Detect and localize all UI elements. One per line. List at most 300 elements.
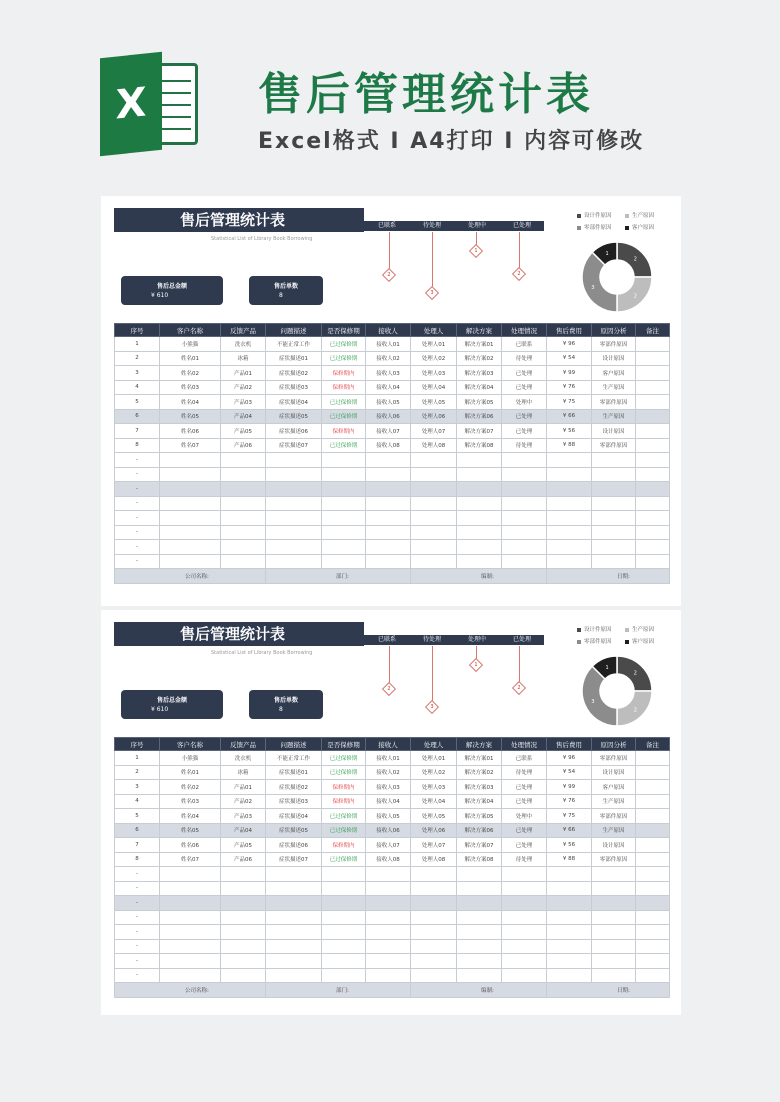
table-cell (160, 496, 221, 511)
table-cell: 1 (115, 751, 160, 766)
total-amount-card (121, 276, 223, 305)
reason-donut-chart (580, 654, 654, 728)
footer-date-label: 日期: (547, 983, 670, 998)
table-cell (592, 939, 636, 954)
table-row (115, 438, 670, 453)
table-row-empty (115, 954, 670, 969)
table-cell (636, 765, 670, 780)
table-cell: 姓名03 (160, 380, 221, 395)
table-cell (636, 482, 670, 497)
table-row-empty (115, 867, 670, 882)
table-cell (502, 939, 547, 954)
table-cell: 处理人08 (411, 852, 457, 867)
table-cell (547, 867, 592, 882)
table-cell: ¥ 56 (547, 424, 592, 439)
table-cell (322, 939, 366, 954)
table-cell (266, 453, 322, 468)
status-bar (364, 221, 544, 231)
status-bar (364, 635, 544, 645)
table-cell: ¥ 76 (547, 794, 592, 809)
table-cell: 姓名03 (160, 794, 221, 809)
footer-date-label: 日期: (547, 569, 670, 584)
table-cell (457, 867, 502, 882)
table-cell (411, 896, 457, 911)
table-cell (366, 881, 411, 896)
table-cell (502, 540, 547, 555)
column-header: 备注 (636, 738, 670, 751)
table-cell: 待处理 (502, 765, 547, 780)
table-cell: 处理人01 (411, 751, 457, 766)
table-cell: ¥ 76 (547, 380, 592, 395)
table-cell (457, 954, 502, 969)
table-cell: 姓名06 (160, 424, 221, 439)
table-cell (160, 540, 221, 555)
table-cell: 保修期内 (322, 424, 366, 439)
table-row (115, 838, 670, 853)
table-cell: 生产原因 (592, 794, 636, 809)
table-cell: 已过保修期 (322, 409, 366, 424)
status-label: 待处理 (423, 636, 442, 643)
column-header: 问题描述 (266, 738, 322, 751)
table-cell: - (115, 453, 160, 468)
footer-company-label: 公司名称: (115, 983, 266, 998)
table-cell: 解决方案08 (457, 438, 502, 453)
table-cell: 姓名04 (160, 809, 221, 824)
table-cell (411, 867, 457, 882)
table-cell: 处理中 (502, 395, 547, 410)
table-cell: 已处理 (502, 823, 547, 838)
table-cell (322, 896, 366, 911)
donut-slice-label: 2 (633, 670, 637, 677)
table-cell: 接收人05 (366, 809, 411, 824)
table-cell (160, 954, 221, 969)
table-cell (160, 881, 221, 896)
table-cell: 4 (115, 794, 160, 809)
column-header: 原因分析 (592, 738, 636, 751)
excel-logo-letter: X (100, 52, 162, 157)
column-header: 客户名称 (160, 324, 221, 337)
table-cell: 姓名07 (160, 438, 221, 453)
footer-editor-label: 编制: (411, 569, 547, 584)
table-cell: 客户原因 (592, 780, 636, 795)
table-row (115, 395, 670, 410)
table-footer-row (115, 983, 670, 998)
table-cell (366, 867, 411, 882)
table-cell (502, 925, 547, 940)
table-cell: 已过保修期 (322, 395, 366, 410)
table-cell: 3 (115, 366, 160, 381)
table-cell (366, 968, 411, 983)
table-cell: 零部件原因 (592, 751, 636, 766)
table-cell: 已过保修期 (322, 765, 366, 780)
column-header: 处理人 (411, 738, 457, 751)
table-cell (221, 968, 266, 983)
table-cell (221, 554, 266, 569)
table-row-empty (115, 540, 670, 555)
table-cell: 已处理 (502, 794, 547, 809)
table-cell: 设计原因 (592, 351, 636, 366)
table-cell: 接收人02 (366, 351, 411, 366)
table-row-empty (115, 467, 670, 482)
status-timeline (364, 232, 544, 307)
table-cell: 产品06 (221, 852, 266, 867)
table-cell: 冰箱 (221, 351, 266, 366)
table-cell: 5 (115, 395, 160, 410)
table-cell (366, 939, 411, 954)
table-cell: ¥ 56 (547, 838, 592, 853)
table-cell: 已联系 (502, 751, 547, 766)
table-cell (221, 910, 266, 925)
table-cell: - (115, 968, 160, 983)
table-cell (636, 409, 670, 424)
table-row-empty (115, 910, 670, 925)
table-cell (221, 453, 266, 468)
table-cell (636, 809, 670, 824)
table-row (115, 780, 670, 795)
table-cell: 产品05 (221, 838, 266, 853)
legend-item: 零部件原因 (577, 223, 612, 231)
table-row (115, 337, 670, 352)
table-cell: 姓名05 (160, 823, 221, 838)
table-cell: 解决方案04 (457, 380, 502, 395)
table-cell: 已过保修期 (322, 337, 366, 352)
table-cell: - (115, 910, 160, 925)
table-cell (457, 453, 502, 468)
timeline-marker: 1 (469, 658, 483, 672)
table-cell (502, 453, 547, 468)
table-header-row (115, 738, 670, 751)
table-cell: ¥ 54 (547, 765, 592, 780)
table-cell: 处理人07 (411, 838, 457, 853)
table-cell: 解决方案01 (457, 751, 502, 766)
donut-slice-label: 2 (633, 707, 637, 714)
table-cell: 解决方案06 (457, 409, 502, 424)
table-cell: 解决方案03 (457, 780, 502, 795)
table-row-empty (115, 525, 670, 540)
column-header: 问题描述 (266, 324, 322, 337)
table-cell (636, 438, 670, 453)
table-cell: 待处理 (502, 351, 547, 366)
table-cell (411, 453, 457, 468)
table-cell: 症状描述03 (266, 380, 322, 395)
table-cell (322, 554, 366, 569)
table-cell: 接收人01 (366, 751, 411, 766)
table-cell (502, 482, 547, 497)
legend-item: 生产原因 (625, 625, 654, 633)
table-cell (636, 794, 670, 809)
table-cell (636, 968, 670, 983)
footer-company-label: 公司名称: (115, 569, 266, 584)
table-cell (221, 467, 266, 482)
table-cell (457, 881, 502, 896)
table-cell: 症状描述04 (266, 395, 322, 410)
sheet-subtitle: Statistical List of Library Book Borrowing (211, 236, 313, 242)
donut-slice-label: 3 (591, 698, 595, 705)
table-cell (636, 395, 670, 410)
table-cell: ¥ 54 (547, 351, 592, 366)
table-cell: 接收人05 (366, 395, 411, 410)
table-cell: 已处理 (502, 409, 547, 424)
table-cell: 2 (115, 765, 160, 780)
table-row (115, 409, 670, 424)
table-cell (592, 968, 636, 983)
table-cell: 接收人07 (366, 424, 411, 439)
table-cell (547, 939, 592, 954)
table-cell: 产品01 (221, 366, 266, 381)
column-header: 接收人 (366, 738, 411, 751)
table-cell: 设计原因 (592, 765, 636, 780)
table-row-empty (115, 496, 670, 511)
table-cell: 症状描述07 (266, 438, 322, 453)
table-cell: 3 (115, 780, 160, 795)
table-cell: 处理中 (502, 809, 547, 824)
table-row (115, 366, 670, 381)
table-cell (266, 881, 322, 896)
table-cell: 保修期内 (322, 838, 366, 853)
table-cell (221, 925, 266, 940)
table-cell: 解决方案03 (457, 366, 502, 381)
table-cell: 解决方案01 (457, 337, 502, 352)
table-cell: ¥ 66 (547, 409, 592, 424)
status-timeline (364, 646, 544, 721)
table-cell (266, 910, 322, 925)
table-cell (266, 954, 322, 969)
table-cell (636, 751, 670, 766)
legend-item: 设计件原因 (577, 625, 612, 633)
table-cell (547, 467, 592, 482)
table-cell: 8 (115, 438, 160, 453)
column-header: 客户名称 (160, 738, 221, 751)
table-cell: 处理人08 (411, 438, 457, 453)
table-cell (502, 525, 547, 540)
table-cell: - (115, 867, 160, 882)
table-cell (322, 910, 366, 925)
table-cell: 症状描述06 (266, 838, 322, 853)
table-cell (636, 380, 670, 395)
table-cell (457, 467, 502, 482)
table-cell: 7 (115, 838, 160, 853)
table-cell (221, 496, 266, 511)
table-cell: 1 (115, 337, 160, 352)
table-cell: - (115, 467, 160, 482)
table-cell (636, 939, 670, 954)
table-cell (366, 896, 411, 911)
table-cell (457, 925, 502, 940)
table-cell: 产品06 (221, 438, 266, 453)
table-cell (636, 910, 670, 925)
card-label: 售后总金额 (156, 697, 187, 704)
table-cell (636, 881, 670, 896)
table-cell (160, 867, 221, 882)
table-cell (636, 453, 670, 468)
table-cell: ¥ 66 (547, 823, 592, 838)
table-cell: - (115, 511, 160, 526)
table-cell (366, 453, 411, 468)
table-cell: 接收人07 (366, 838, 411, 853)
table-cell: 症状描述02 (266, 780, 322, 795)
order-count-card (249, 690, 323, 719)
table-row-empty (115, 881, 670, 896)
table-row-empty (115, 453, 670, 468)
table-cell: 处理人04 (411, 794, 457, 809)
table-cell (592, 881, 636, 896)
table-cell (547, 968, 592, 983)
table-cell: 解决方案06 (457, 823, 502, 838)
table-cell (636, 540, 670, 555)
table-cell: 6 (115, 409, 160, 424)
table-cell: 产品05 (221, 424, 266, 439)
table-cell (502, 511, 547, 526)
table-cell: 已处理 (502, 380, 547, 395)
table-cell: 客户原因 (592, 366, 636, 381)
timeline-marker: 2 (512, 267, 526, 281)
table-cell (322, 525, 366, 540)
table-cell (636, 337, 670, 352)
table-cell: 零部件原因 (592, 395, 636, 410)
table-cell: - (115, 896, 160, 911)
table-cell: 处理人03 (411, 780, 457, 795)
table-row-empty (115, 968, 670, 983)
table-cell (411, 482, 457, 497)
table-cell (160, 482, 221, 497)
table-cell: 姓名07 (160, 852, 221, 867)
table-cell (502, 467, 547, 482)
table-cell: 处理人06 (411, 823, 457, 838)
table-cell: 接收人08 (366, 438, 411, 453)
table-cell: 姓名01 (160, 351, 221, 366)
table-cell (221, 867, 266, 882)
table-cell (636, 511, 670, 526)
table-cell (636, 525, 670, 540)
table-cell: 症状描述07 (266, 852, 322, 867)
table-row (115, 351, 670, 366)
table-cell: 生产原因 (592, 823, 636, 838)
table-cell (266, 867, 322, 882)
table-cell (221, 525, 266, 540)
table-cell: - (115, 496, 160, 511)
status-label: 待处理 (423, 222, 442, 229)
table-cell: 6 (115, 823, 160, 838)
table-cell: 姓名02 (160, 780, 221, 795)
table-cell (636, 954, 670, 969)
table-cell (457, 910, 502, 925)
table-cell: 产品03 (221, 809, 266, 824)
table-cell (592, 453, 636, 468)
table-cell (160, 968, 221, 983)
table-cell (636, 496, 670, 511)
table-cell (636, 467, 670, 482)
table-cell: 生产原因 (592, 380, 636, 395)
sheet-preview-1 (101, 196, 681, 606)
table-cell: ¥ 99 (547, 366, 592, 381)
table-cell: 解决方案05 (457, 395, 502, 410)
table-cell (502, 554, 547, 569)
table-cell: ¥ 88 (547, 438, 592, 453)
table-cell (502, 896, 547, 911)
table-cell (266, 925, 322, 940)
table-cell (322, 511, 366, 526)
reason-donut-chart (580, 240, 654, 314)
table-cell: 产品02 (221, 380, 266, 395)
table-cell: 5 (115, 809, 160, 824)
donut-slice-label: 3 (591, 284, 595, 291)
status-label: 已联系 (378, 636, 397, 643)
table-cell: 保修期内 (322, 366, 366, 381)
table-cell (592, 954, 636, 969)
table-cell (457, 554, 502, 569)
table-cell: 接收人01 (366, 337, 411, 352)
table-cell: ¥ 99 (547, 780, 592, 795)
table-cell (636, 780, 670, 795)
table-cell (592, 910, 636, 925)
table-cell (547, 881, 592, 896)
timeline-marker: 3 (425, 700, 439, 714)
column-header: 解决方案 (457, 738, 502, 751)
table-cell: 解决方案07 (457, 424, 502, 439)
table-cell (457, 896, 502, 911)
table-cell (266, 554, 322, 569)
table-cell: 症状描述05 (266, 409, 322, 424)
table-cell (636, 925, 670, 940)
table-cell (366, 925, 411, 940)
table-cell: ¥ 75 (547, 395, 592, 410)
table-cell (502, 881, 547, 896)
table-cell: 已过保修期 (322, 438, 366, 453)
table-cell: 解决方案07 (457, 838, 502, 853)
table-cell (160, 453, 221, 468)
table-cell: 小熊猫 (160, 751, 221, 766)
table-cell: 7 (115, 424, 160, 439)
timeline-marker: 1 (469, 244, 483, 258)
table-cell (636, 554, 670, 569)
table-cell (592, 525, 636, 540)
table-cell (547, 453, 592, 468)
table-cell: - (115, 939, 160, 954)
column-header: 处理情况 (502, 738, 547, 751)
card-value: 8 (279, 706, 283, 713)
table-cell (221, 881, 266, 896)
column-header: 备注 (636, 324, 670, 337)
sheet-subtitle: Statistical List of Library Book Borrowing (211, 650, 313, 656)
table-cell: 产品04 (221, 823, 266, 838)
table-cell: 处理人07 (411, 424, 457, 439)
table-cell (266, 482, 322, 497)
table-cell: 姓名02 (160, 366, 221, 381)
table-cell (322, 453, 366, 468)
table-cell (411, 554, 457, 569)
table-cell: 生产原因 (592, 409, 636, 424)
table-cell (592, 867, 636, 882)
table-cell (411, 910, 457, 925)
table-cell (366, 467, 411, 482)
table-cell (636, 852, 670, 867)
table-cell (547, 954, 592, 969)
table-cell: 2 (115, 351, 160, 366)
banner-subtitle: Excel格式 I A4打印 I 内容可修改 (258, 129, 645, 154)
table-cell (592, 482, 636, 497)
table-cell (457, 540, 502, 555)
table-cell: 已联系 (502, 337, 547, 352)
table-cell: 不能正常工作 (266, 337, 322, 352)
banner (0, 0, 780, 190)
table-cell (221, 511, 266, 526)
table-cell: 处理人05 (411, 395, 457, 410)
table-header-row (115, 324, 670, 337)
table-row (115, 380, 670, 395)
table-cell (457, 511, 502, 526)
table-cell (322, 925, 366, 940)
table-cell (266, 525, 322, 540)
